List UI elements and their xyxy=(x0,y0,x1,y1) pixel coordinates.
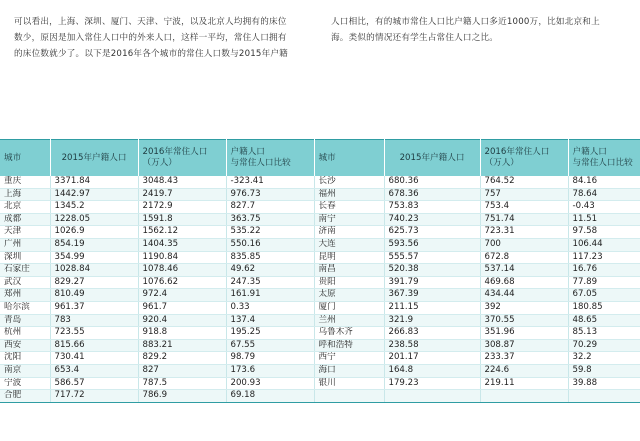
header-city: 城市 xyxy=(0,140,50,177)
cell-resident: 764.52 xyxy=(480,176,568,188)
cell-city: 长沙 xyxy=(314,176,384,188)
cell-difference: 84.16 xyxy=(568,176,640,188)
cell-hukou: 1345.2 xyxy=(50,201,138,214)
table-row xyxy=(0,276,640,289)
cell-hukou: 586.57 xyxy=(50,377,138,390)
cell-city: 成都 xyxy=(0,213,50,226)
cell-resident: 672.8 xyxy=(480,251,568,264)
header-ratio: 户籍人口 与常住人口比较 xyxy=(226,140,314,177)
cell-hukou xyxy=(384,390,480,403)
cell-resident: 233.37 xyxy=(480,352,568,365)
cell-city: 深圳 xyxy=(0,251,50,264)
cell-resident: 2419.7 xyxy=(138,188,226,201)
cell-resident: 753.4 xyxy=(480,201,568,214)
cell-resident: 1562.12 xyxy=(138,226,226,239)
cell-resident: 751.74 xyxy=(480,213,568,226)
cell-city: 石家庄 xyxy=(0,264,50,277)
cell-hukou: 1442.97 xyxy=(50,188,138,201)
table-row xyxy=(0,377,640,390)
cell-resident: 829.2 xyxy=(138,352,226,365)
cell-hukou: 810.49 xyxy=(50,289,138,302)
cell-resident: 434.44 xyxy=(480,289,568,302)
cell-difference: 180.85 xyxy=(568,301,640,314)
cell-difference: 200.93 xyxy=(226,377,314,390)
cell-city: 呼和浩特 xyxy=(314,339,384,352)
cell-city: 福州 xyxy=(314,188,384,201)
header-hukou: 2015年户籍人口 xyxy=(384,140,480,177)
cell-difference: 827.7 xyxy=(226,201,314,214)
cell-hukou: 1228.05 xyxy=(50,213,138,226)
cell-difference: 32.2 xyxy=(568,352,640,365)
cell-difference: 85.13 xyxy=(568,327,640,340)
table-row xyxy=(0,339,640,352)
cell-hukou: 730.41 xyxy=(50,352,138,365)
cell-difference: 59.8 xyxy=(568,364,640,377)
intro-paragraph-left xyxy=(14,14,326,62)
cell-resident: 1190.84 xyxy=(138,251,226,264)
cell-difference: 106.44 xyxy=(568,238,640,251)
cell-resident: 370.55 xyxy=(480,314,568,327)
cell-difference: 535.22 xyxy=(226,226,314,239)
cell-hukou: 783 xyxy=(50,314,138,327)
cell-difference: 835.85 xyxy=(226,251,314,264)
cell-city: 南京 xyxy=(0,364,50,377)
table-row xyxy=(0,201,640,214)
header-ratio: 户籍人口 与常住人口比较 xyxy=(568,140,640,177)
table-row xyxy=(0,314,640,327)
cell-city: 厦门 xyxy=(314,301,384,314)
cell-resident: 2172.9 xyxy=(138,201,226,214)
cell-hukou: 717.72 xyxy=(50,390,138,403)
cell-resident: 827 xyxy=(138,364,226,377)
table-row xyxy=(0,364,640,377)
cell-city: 合肥 xyxy=(0,390,50,403)
cell-difference: -0.43 xyxy=(568,201,640,214)
cell-hukou: 740.23 xyxy=(384,213,480,226)
cell-resident: 1591.8 xyxy=(138,213,226,226)
cell-hukou: 854.19 xyxy=(50,238,138,251)
table-row xyxy=(0,301,640,314)
header-resident: 2016年常住人口 （万人） xyxy=(480,140,568,177)
cell-city: 杭州 xyxy=(0,327,50,340)
cell-difference: 11.51 xyxy=(568,213,640,226)
cell-resident xyxy=(480,390,568,403)
cell-difference: 247.35 xyxy=(226,276,314,289)
cell-hukou: 829.27 xyxy=(50,276,138,289)
table-row xyxy=(0,176,640,188)
cell-difference: 195.25 xyxy=(226,327,314,340)
cell-resident: 1404.35 xyxy=(138,238,226,251)
table-row xyxy=(0,251,640,264)
table-row xyxy=(0,226,640,239)
table-row xyxy=(0,238,640,251)
cell-resident: 219.11 xyxy=(480,377,568,390)
cell-hukou: 238.58 xyxy=(384,339,480,352)
cell-city: 昆明 xyxy=(314,251,384,264)
cell-difference: 69.18 xyxy=(226,390,314,403)
cell-resident: 723.31 xyxy=(480,226,568,239)
cell-city: 西宁 xyxy=(314,352,384,365)
table-header xyxy=(0,140,640,177)
cell-hukou: 1026.9 xyxy=(50,226,138,239)
cell-difference: -323.41 xyxy=(226,176,314,188)
table-row xyxy=(0,289,640,302)
cell-hukou: 653.4 xyxy=(50,364,138,377)
cell-resident: 351.96 xyxy=(480,327,568,340)
cell-difference: 49.62 xyxy=(226,264,314,277)
cell-hukou: 179.23 xyxy=(384,377,480,390)
table-row xyxy=(0,352,640,365)
cell-difference: 98.79 xyxy=(226,352,314,365)
intro-paragraph-right xyxy=(331,14,631,46)
cell-difference: 363.75 xyxy=(226,213,314,226)
cell-resident: 920.4 xyxy=(138,314,226,327)
paragraph-line: 的床位数就少了。以下是2016年各个城市的常住人口数与2015年户籍 xyxy=(14,49,288,59)
cell-difference: 173.6 xyxy=(226,364,314,377)
cell-resident: 1076.62 xyxy=(138,276,226,289)
cell-city: 武汉 xyxy=(0,276,50,289)
cell-difference: 67.05 xyxy=(568,289,640,302)
cell-hukou: 723.55 xyxy=(50,327,138,340)
cell-resident: 700 xyxy=(480,238,568,251)
table-row xyxy=(0,390,640,403)
cell-difference: 117.23 xyxy=(568,251,640,264)
cell-resident: 469.68 xyxy=(480,276,568,289)
cell-city: 西安 xyxy=(0,339,50,352)
cell-hukou: 211.15 xyxy=(384,301,480,314)
cell-resident: 1078.46 xyxy=(138,264,226,277)
cell-resident: 308.87 xyxy=(480,339,568,352)
cell-city: 南宁 xyxy=(314,213,384,226)
cell-hukou: 961.37 xyxy=(50,301,138,314)
cell-difference: 67.55 xyxy=(226,339,314,352)
cell-city: 兰州 xyxy=(314,314,384,327)
cell-city: 上海 xyxy=(0,188,50,201)
cell-resident: 961.7 xyxy=(138,301,226,314)
cell-hukou: 201.17 xyxy=(384,352,480,365)
cell-difference: 550.16 xyxy=(226,238,314,251)
cell-city: 贵阳 xyxy=(314,276,384,289)
cell-difference: 78.64 xyxy=(568,188,640,201)
cell-hukou: 680.36 xyxy=(384,176,480,188)
cell-hukou: 753.83 xyxy=(384,201,480,214)
cell-hukou: 555.57 xyxy=(384,251,480,264)
cell-resident: 918.8 xyxy=(138,327,226,340)
cell-difference: 16.76 xyxy=(568,264,640,277)
paragraph-line: 可以看出，上海、深圳、厦门、天津、宁波，以及北京人均拥有的床位 xyxy=(14,17,287,27)
header-city: 城市 xyxy=(314,140,384,177)
cell-hukou: 367.39 xyxy=(384,289,480,302)
cell-difference: 0.33 xyxy=(226,301,314,314)
cell-difference: 77.89 xyxy=(568,276,640,289)
cell-resident: 757 xyxy=(480,188,568,201)
cell-city: 长春 xyxy=(314,201,384,214)
paragraph-line: 人口相比，有的城市常住人口比户籍人口多近1000万，比如北京和上 xyxy=(331,17,600,27)
cell-difference: 137.4 xyxy=(226,314,314,327)
table-row xyxy=(0,264,640,277)
cell-city: 太原 xyxy=(314,289,384,302)
cell-city: 青岛 xyxy=(0,314,50,327)
cell-difference xyxy=(568,390,640,403)
paragraph-line: 海。类似的情况还有学生占常住人口之比。 xyxy=(331,33,499,43)
cell-city: 哈尔滨 xyxy=(0,301,50,314)
cell-resident: 392 xyxy=(480,301,568,314)
cell-city: 海口 xyxy=(314,364,384,377)
table-row xyxy=(0,188,640,201)
cell-hukou: 164.8 xyxy=(384,364,480,377)
header-resident: 2016年常住人口 （万人） xyxy=(138,140,226,177)
cell-city: 重庆 xyxy=(0,176,50,188)
cell-difference: 976.73 xyxy=(226,188,314,201)
cell-hukou: 391.79 xyxy=(384,276,480,289)
cell-city: 大连 xyxy=(314,238,384,251)
cell-city: 宁波 xyxy=(0,377,50,390)
cell-resident: 537.14 xyxy=(480,264,568,277)
cell-city: 南昌 xyxy=(314,264,384,277)
cell-resident: 787.5 xyxy=(138,377,226,390)
cell-city: 郑州 xyxy=(0,289,50,302)
cell-hukou: 678.36 xyxy=(384,188,480,201)
cell-hukou: 593.56 xyxy=(384,238,480,251)
cell-hukou: 3371.84 xyxy=(50,176,138,188)
cell-resident: 224.6 xyxy=(480,364,568,377)
cell-hukou: 354.99 xyxy=(50,251,138,264)
cell-difference: 70.29 xyxy=(568,339,640,352)
cell-hukou: 815.66 xyxy=(50,339,138,352)
paragraph-line: 数少，原因是加入常住人口中的外来人口，这样一平均，常住人口拥有 xyxy=(14,33,287,43)
table-row xyxy=(0,213,640,226)
cell-city: 沈阳 xyxy=(0,352,50,365)
cell-hukou: 520.38 xyxy=(384,264,480,277)
cell-difference: 39.88 xyxy=(568,377,640,390)
cell-resident: 786.9 xyxy=(138,390,226,403)
table-body xyxy=(0,176,640,402)
cell-resident: 972.4 xyxy=(138,289,226,302)
cell-city: 银川 xyxy=(314,377,384,390)
cell-hukou: 266.83 xyxy=(384,327,480,340)
cell-hukou: 1028.84 xyxy=(50,264,138,277)
cell-city: 北京 xyxy=(0,201,50,214)
cell-city: 济南 xyxy=(314,226,384,239)
cell-difference: 97.58 xyxy=(568,226,640,239)
cell-resident: 3048.43 xyxy=(138,176,226,188)
population-table xyxy=(0,139,640,403)
table-row xyxy=(0,327,640,340)
cell-resident: 883.21 xyxy=(138,339,226,352)
cell-difference: 48.65 xyxy=(568,314,640,327)
cell-city: 天津 xyxy=(0,226,50,239)
cell-city: 乌鲁木齐 xyxy=(314,327,384,340)
cell-hukou: 321.9 xyxy=(384,314,480,327)
cell-city: 广州 xyxy=(0,238,50,251)
cell-city xyxy=(314,390,384,403)
header-hukou: 2015年户籍人口 xyxy=(50,140,138,177)
cell-hukou: 625.73 xyxy=(384,226,480,239)
cell-difference: 161.91 xyxy=(226,289,314,302)
